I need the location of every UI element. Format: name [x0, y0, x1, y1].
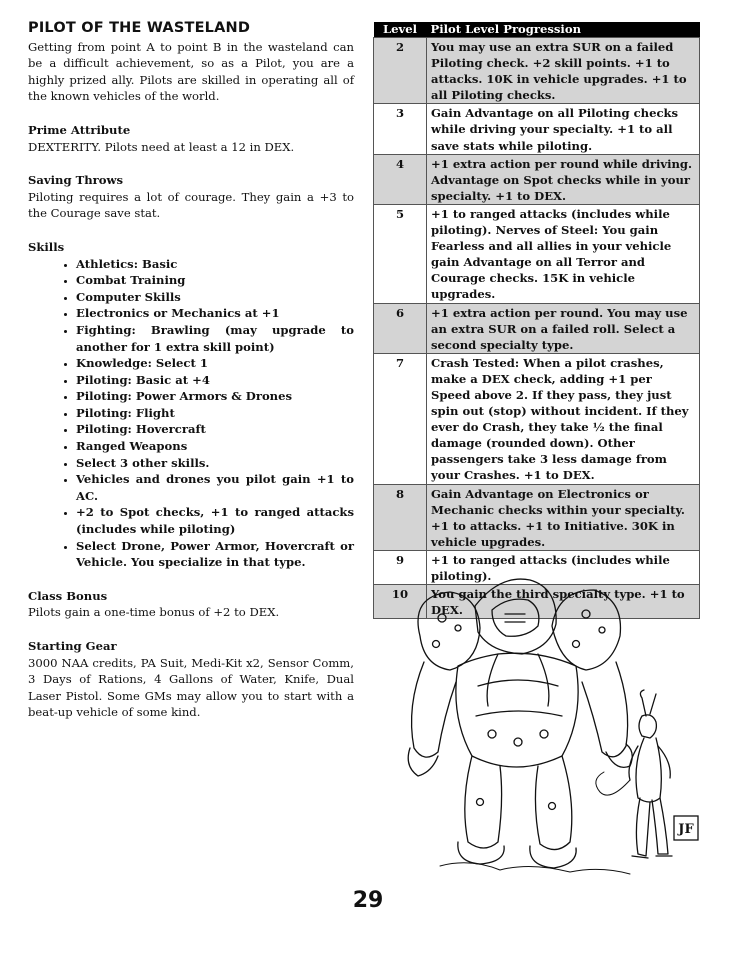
class-bonus-text: Pilots gain a one-time bonus of +2 to DEX.	[28, 605, 280, 620]
progression-cell: You gain the third specialty type. +1 to DEX.	[427, 585, 700, 619]
page-title: PILOT OF THE WASTELAND	[28, 20, 251, 36]
list-item: • Computer Skills	[76, 289, 354, 306]
table-row	[374, 154, 700, 204]
skills-list	[28, 256, 354, 571]
level-cell: 6	[374, 303, 427, 353]
artist-signature	[674, 816, 698, 840]
prime-attribute-text: DEXTERITY. Pilots need at least a 12 in DEX.	[28, 139, 295, 154]
list-item: • Knowledge: Select 1	[76, 355, 354, 372]
intro-paragraph: Getting from point A to point B in the wasteland can be a difficult achievement, so as a Pilot, you are a highly prized ally. Pilots are skilled in operating all of the known vehicles of the world.	[28, 39, 354, 104]
progression-cell: +1 extra action per round while driving. Advantage on Spot checks while in your specialty. +1 to DEX.	[427, 154, 700, 204]
skills-heading: Skills	[28, 239, 65, 254]
level-column-header: Level	[374, 22, 427, 38]
progression-cell: Gain Advantage on Electronics or Mechanic checks within your specialty. +1 to attacks. +1 to Initiative. 30K in vehicle upgrades.	[427, 484, 700, 550]
list-item: • Select 3 other skills.	[76, 455, 354, 472]
progression-column-header: Pilot Level Progression	[427, 22, 700, 38]
table-row	[374, 484, 700, 550]
table-row	[374, 104, 700, 154]
saving-throws-heading: Saving Throws	[28, 173, 124, 188]
artist-mark: JF	[678, 822, 694, 837]
table-row	[374, 303, 700, 353]
saving-throws-text: Piloting requires a lot of courage. They gain a +3 to the Courage save stat.	[28, 189, 354, 221]
list-item: • Piloting: Flight	[76, 405, 354, 422]
list-item: • Select Drone, Power Armor, Hovercraft or Vehicle. You specialize in that type.	[76, 538, 354, 571]
table-row	[374, 204, 700, 303]
level-cell: 9	[374, 550, 427, 584]
page-number: 29	[352, 888, 384, 913]
level-cell: 8	[374, 484, 427, 550]
list-item: • Piloting: Hovercraft	[76, 421, 354, 438]
left-column	[28, 18, 354, 721]
pilot-mech-illustration	[380, 566, 710, 886]
level-cell: 2	[374, 38, 427, 104]
class-bonus-heading: Class Bonus	[28, 588, 108, 603]
table-header-row	[374, 22, 700, 38]
list-item: • Electronics or Mechanics at +1	[76, 305, 354, 322]
level-cell: 7	[374, 353, 427, 484]
list-item: • Piloting: Power Armors & Drones	[76, 388, 354, 405]
prime-attribute-heading: Prime Attribute	[28, 122, 131, 137]
list-item: • Piloting: Basic at +4	[76, 372, 354, 389]
starting-gear-text: 3000 NAA credits, PA Suit, Medi-Kit x2, Sensor Comm, 3 Days of Rations, 4 Gallons of Water, Knife, Dual Laser Pistol. Some GMs may allow you to start with a beat-up vehicle of some kind.	[28, 655, 354, 720]
progression-cell: Gain Advantage on all Piloting checks while driving your specialty. +1 to all save stats while piloting.	[427, 104, 700, 154]
list-item: • Vehicles and drones you pilot gain +1 to AC.	[76, 471, 354, 504]
table-row	[374, 353, 700, 484]
level-progression-table	[373, 22, 700, 619]
starting-gear-heading: Starting Gear	[28, 639, 117, 653]
progression-cell: +1 to ranged attacks (includes while piloting).	[427, 550, 700, 584]
progression-cell: Crash Tested: When a pilot crashes, make a DEX check, adding +1 per Speed above 2. If they pass, they just spin out (stop) without incident. If they ever do Crash, they take ½ the final damage (rounded down). Other passengers take 3 less damage from your Crashes. +1 to DEX.	[427, 353, 700, 484]
list-item: • Athletics: Basic	[76, 256, 354, 273]
list-item: • Combat Training	[76, 272, 354, 289]
list-item: • Fighting: Brawling (may upgrade to another for 1 extra skill point)	[76, 322, 354, 355]
list-item: • +2 to Spot checks, +1 to ranged attacks (includes while piloting)	[76, 504, 354, 537]
table-row	[374, 38, 700, 104]
level-cell: 5	[374, 204, 427, 303]
level-cell: 3	[374, 104, 427, 154]
progression-cell: +1 to ranged attacks (includes while piloting). Nerves of Steel: You gain Fearless and all allies in your vehicle gain Advantage on all Terror and Courage checks. 15K in vehicle upgrades.	[427, 204, 700, 303]
level-cell: 10	[374, 585, 427, 619]
progression-cell: +1 extra action per round. You may use an extra SUR on a failed roll. Select a second specialty type.	[427, 303, 700, 353]
progression-cell: You may use an extra SUR on a failed Piloting check. +2 skill points. +1 to attacks. 10K in vehicle upgrades. +1 to all Piloting checks.	[427, 38, 700, 104]
list-item: • Ranged Weapons	[76, 438, 354, 455]
level-cell: 4	[374, 154, 427, 204]
